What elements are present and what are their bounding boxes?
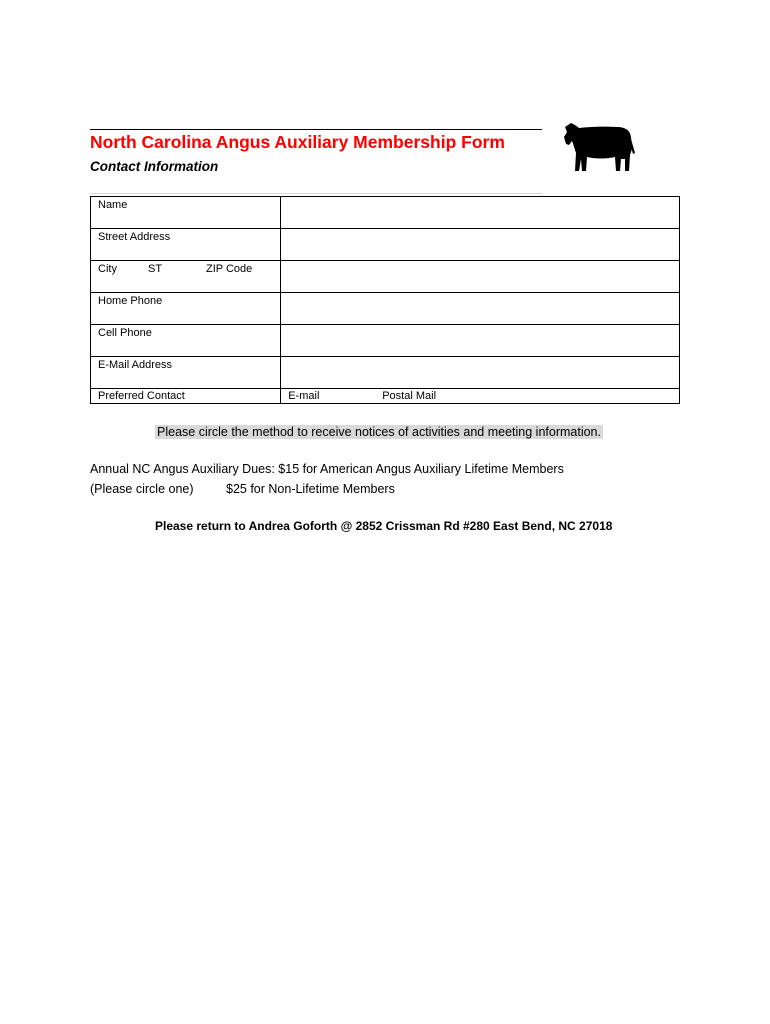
- email-address-field[interactable]: [281, 357, 680, 389]
- preferred-contact-label: Preferred Contact: [98, 390, 185, 402]
- table-row: [91, 325, 680, 357]
- state-label: ST: [148, 263, 163, 275]
- option-postal-mail[interactable]: Postal Mail: [382, 390, 437, 402]
- contact-table: [90, 196, 680, 404]
- top-rule: [90, 129, 542, 130]
- name-label: Name: [98, 199, 128, 211]
- email-address-label: E-Mail Address: [98, 359, 172, 371]
- table-row: [91, 197, 680, 229]
- table-row: [91, 261, 680, 293]
- street-address-label: Street Address: [98, 231, 171, 243]
- dues-line-non-lifetime[interactable]: $25 for Non-Lifetime Members: [226, 482, 395, 496]
- table-row: [91, 389, 680, 404]
- table-row: [91, 357, 680, 389]
- table-row: [91, 293, 680, 325]
- cell-phone-label: Cell Phone: [98, 327, 152, 339]
- circle-method-note: Please circle the method to receive notices of activities and meeting information.: [157, 425, 601, 439]
- home-phone-label: Home Phone: [98, 295, 163, 307]
- separator: [90, 193, 542, 194]
- form-title: North Carolina Angus Auxiliary Membership Form: [90, 132, 505, 152]
- street-address-field[interactable]: [281, 229, 680, 261]
- zip-label: ZIP Code: [206, 263, 253, 275]
- name-field[interactable]: [281, 197, 680, 229]
- table-row: [91, 229, 680, 261]
- city-state-zip-field[interactable]: [281, 261, 680, 293]
- return-address: Please return to Andrea Goforth @ 2852 Crissman Rd #280 East Bend, NC 27018: [155, 519, 613, 533]
- section-subtitle: Contact Information: [90, 159, 219, 174]
- home-phone-field[interactable]: [281, 293, 680, 325]
- city-label: City: [98, 263, 117, 275]
- dues-circle-instruction: (Please circle one): [90, 482, 194, 496]
- cow-silhouette-icon: [561, 119, 637, 175]
- dues-line-lifetime[interactable]: Annual NC Angus Auxiliary Dues: $15 for American Angus Auxiliary Lifetime Members: [90, 462, 564, 476]
- option-email[interactable]: E-mail: [288, 390, 320, 402]
- cell-phone-field[interactable]: [281, 325, 680, 357]
